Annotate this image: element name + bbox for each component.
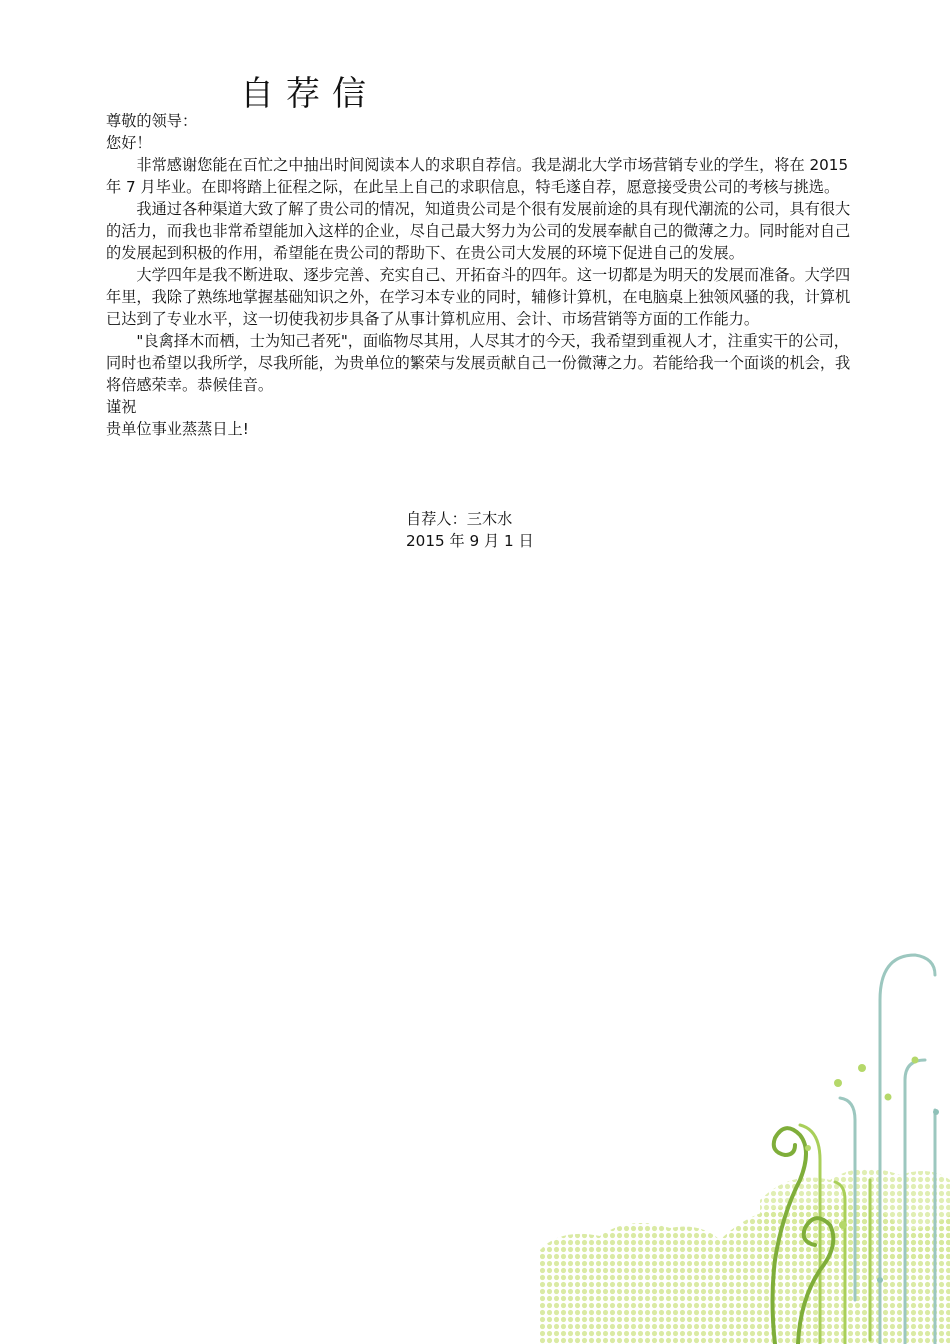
dotted-cloud-shape: [760, 1169, 950, 1260]
closing-line-1: 谨祝: [106, 398, 137, 416]
letter-body: [106, 110, 852, 440]
paragraph-2: 我通过各种渠道大致了解了贵公司的情况，知道贵公司是个很有发展前途的具有现代潮流的公司，具有很大的活力，而我也非常希望能加入这样的企业，尽自己最大努力为公司的发展奉献自己的微薄之力。同时能对自己的发展起到积极的作用，希望能在贵公司的帮助下、在贵公司大发展的环境下促进自己的发展。: [106, 200, 851, 262]
page-title: 自荐信: [240, 74, 378, 114]
signer: 自荐人：三木水: [406, 510, 513, 528]
dotted-hill-shape: [540, 1204, 950, 1344]
paragraph-3: 大学四年是我不断进取、逐步完善、充实自己、开拓奋斗的四年。这一切都是为明天的发展而准备。大学四年里，我除了熟练地掌握基础知识之外，在学习本专业的同时，辅修计算机，在电脑桌上独领风骚的我，计算机已达到了专业水平，这一切使我初步具备了从事计算机应用、会计、市场营销等方面的工作能力。: [106, 266, 851, 328]
salutation: 尊敬的领导：: [106, 112, 198, 130]
signature-block: [406, 508, 534, 552]
closing-line-2: 贵单位事业蒸蒸日上!: [106, 420, 249, 438]
paragraph-1: 非常感谢您能在百忙之中抽出时间阅读本人的求职自荐信。我是湖北大学市场营销专业的学生，将在 2015 年 7 月毕业。在即将踏上征程之际，在此呈上自己的求职信息，特毛遂自荐，愿意接受贵公司的考核与挑选。: [106, 156, 849, 196]
paragraph-4: "良禽择木而栖，士为知己者死"，面临物尽其用，人尽其才的今天，我希望到重视人才，注重实干的公司，同时也希望以我所学，尽我所能，为贵单位的繁荣与发展贡献自己一份微薄之力。若能给我一个面谈的机会，我将倍感荣幸。恭候佳音。: [106, 332, 851, 394]
date: 2015 年 9 月 1 日: [406, 532, 534, 550]
greeting: 您好！: [106, 134, 152, 152]
